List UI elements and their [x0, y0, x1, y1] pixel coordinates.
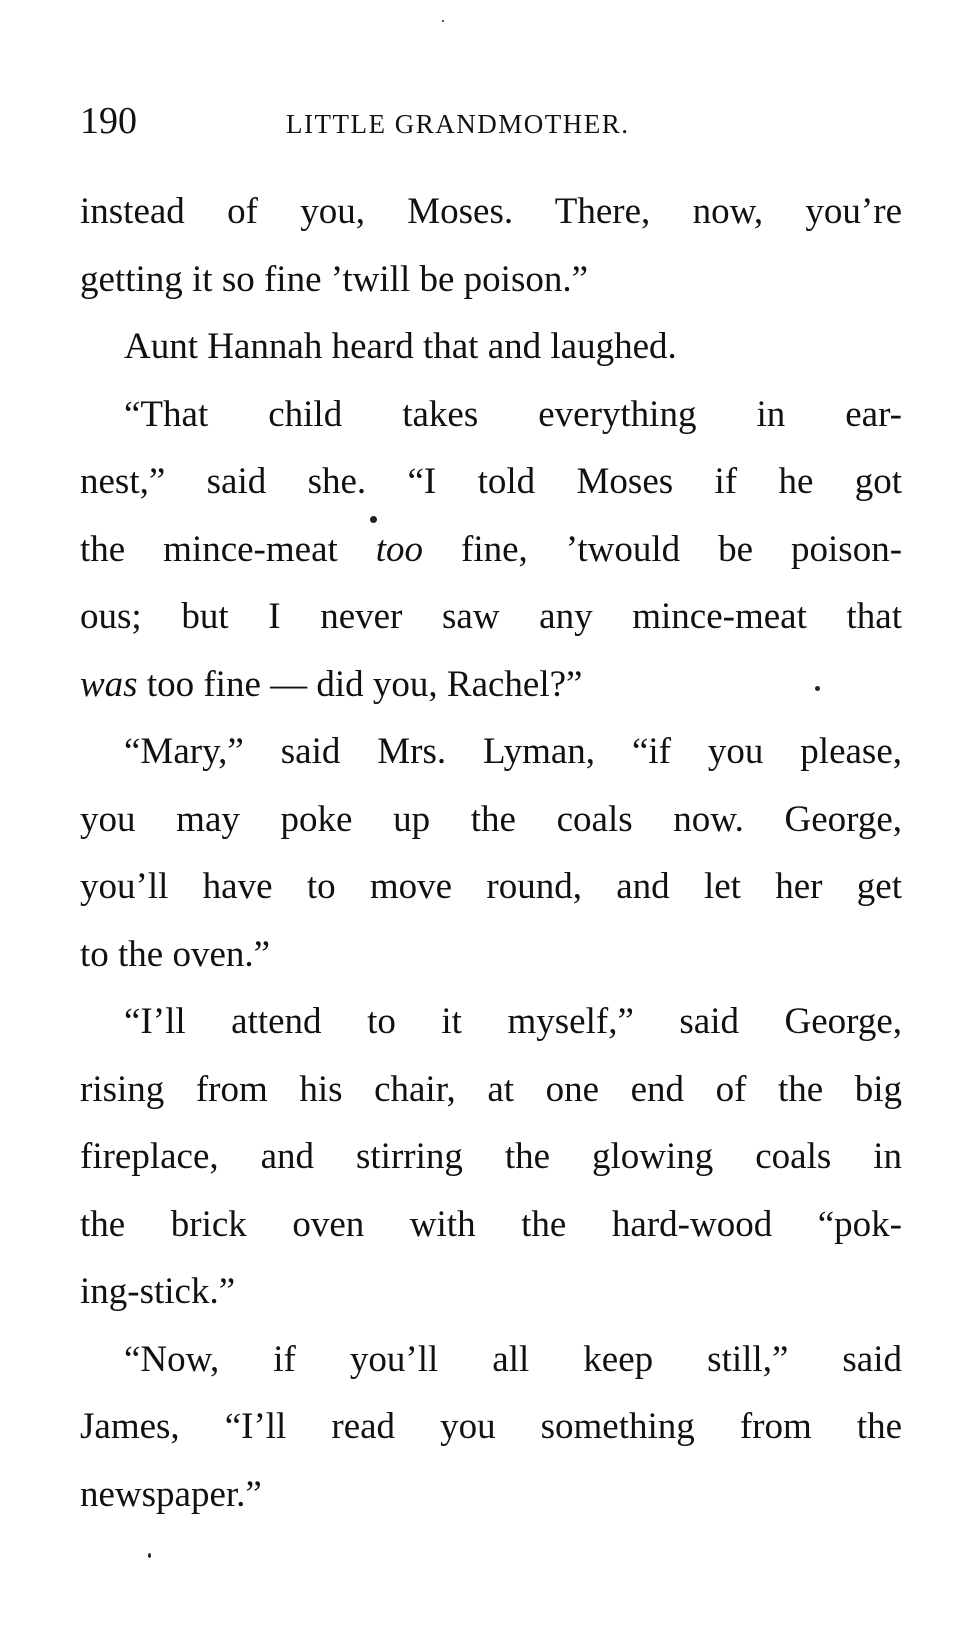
text-line: to the oven.” [80, 933, 271, 975]
text-line: getting it so fine ’twill be poison.” [80, 258, 589, 300]
text-line: ing-stick.” [80, 1271, 236, 1312]
text-fragment: the mince-meat [80, 528, 338, 570]
scan-speck [442, 20, 444, 22]
scan-speck [148, 1553, 151, 1558]
text-line: “Now, if you’ll all keep still,” said [124, 1338, 902, 1380]
text-line: “I’ll attend to it myself,” said George, [124, 1001, 902, 1042]
text-line: the brick oven with the hard-wood “pok- [80, 1203, 902, 1245]
scan-speck [370, 516, 377, 523]
text-line: you may poke up the coals now. George, [80, 798, 902, 840]
italic-word: was [80, 663, 138, 705]
text-fragment: too fine — did you, Rachel?” [146, 663, 583, 705]
text-line: nest,” said she. “I told Moses if he got [80, 461, 902, 502]
text-line: you’ll have to move round, and let her get [80, 866, 902, 907]
text-line: “Mary,” said Mrs. Lyman, “if you please, [124, 731, 902, 772]
page-header [80, 98, 720, 148]
text-line: ous; but I never saw any mince-meat that [80, 596, 902, 637]
running-title: LITTLE GRANDMOTHER. [286, 109, 630, 139]
text-line: newspaper.” [80, 1473, 262, 1515]
page-number: 190 [80, 100, 137, 142]
text-line: instead of you, Moses. There, now, you’re [80, 191, 902, 232]
text-line: rising from his chair, at one end of the big [80, 1068, 902, 1110]
text-line: fireplace, and stirring the glowing coals in [80, 1136, 902, 1177]
text-line: “That child takes everything in ear- [124, 393, 902, 435]
text-line: Aunt Hannah heard that and laughed. [124, 326, 677, 367]
italic-word: too [375, 528, 424, 570]
text-line [80, 651, 902, 719]
text-line: James, “I’ll read you something from the [80, 1406, 902, 1447]
scan-speck [815, 686, 820, 691]
body-text [80, 178, 902, 1528]
text-fragment: fine, ’twould be poison- [461, 528, 902, 570]
text-line [80, 516, 902, 584]
